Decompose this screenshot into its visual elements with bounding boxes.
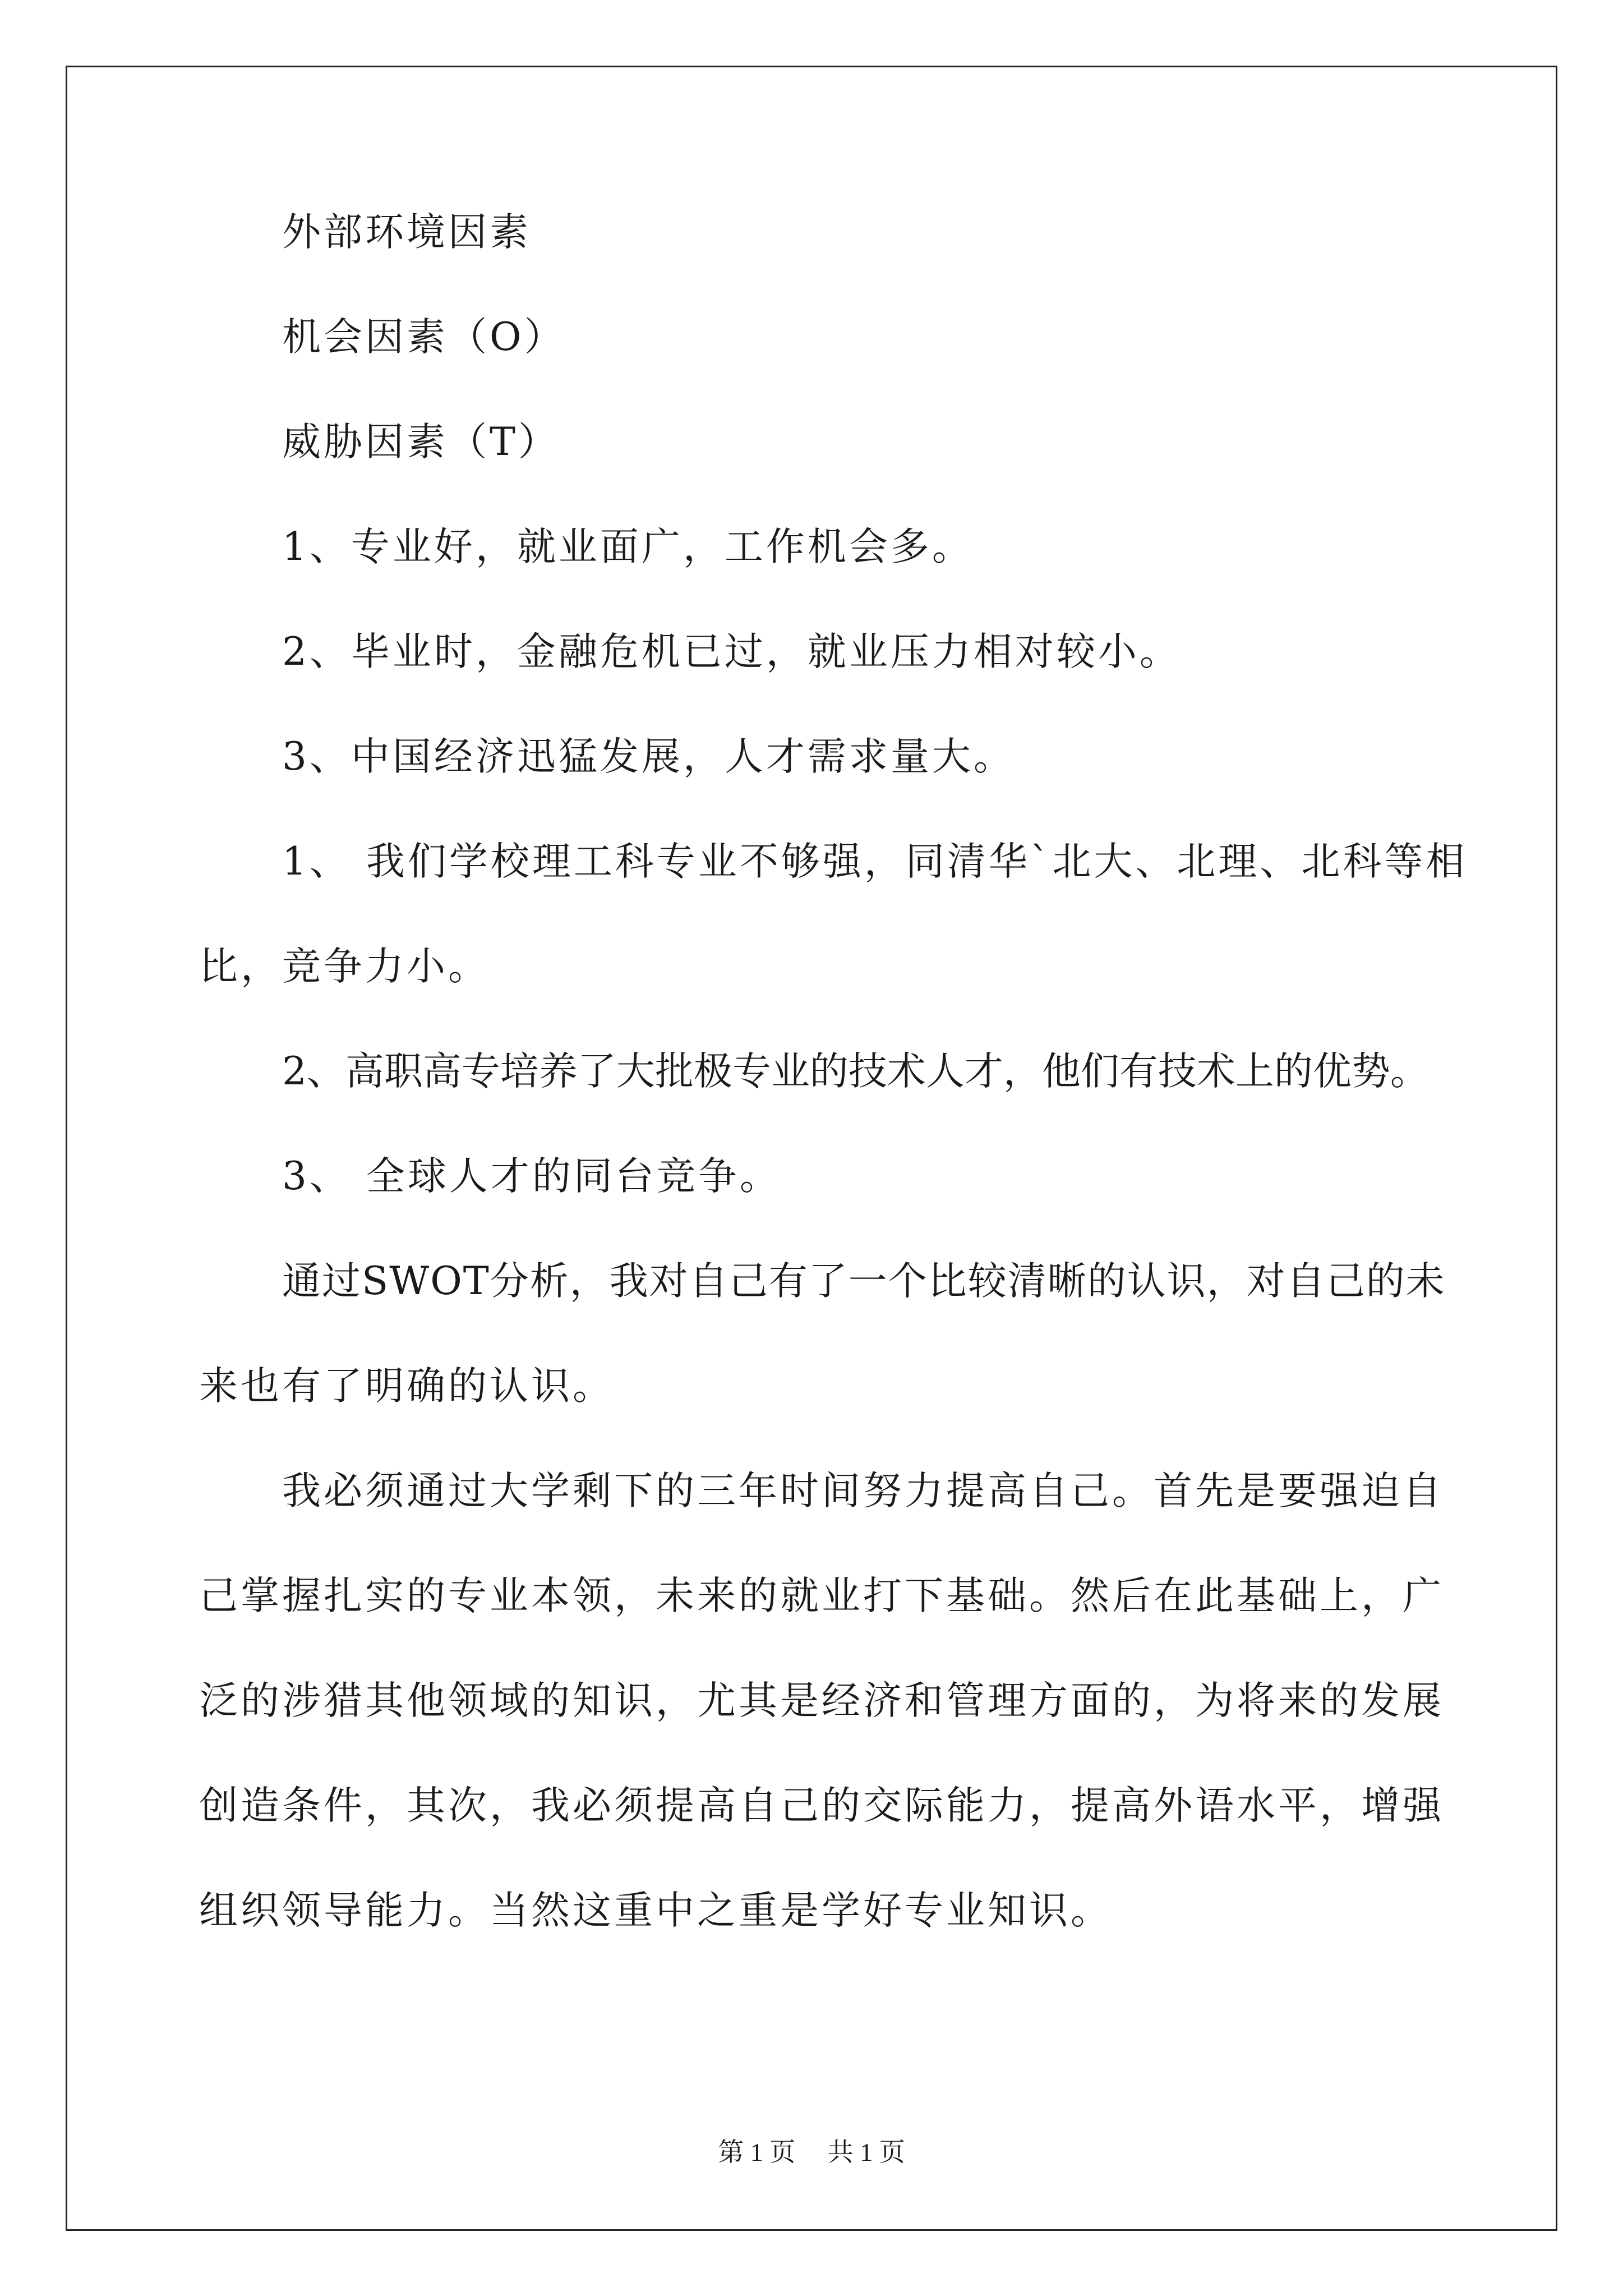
threat-item-1-line-1: 1、 我们学校理工科专业不够强，同清华`北大、北理、北科等相: [282, 839, 1468, 884]
opportunity-item-2: 2、毕业时，金融危机已过，就业压力相对较小。: [282, 629, 1181, 674]
plan-paragraph-line-2: 己掌握扎实的专业本领，未来的就业打下基础。然后在此基础上，广: [199, 1573, 1444, 1618]
threat-item-2: 2、高职高专培养了大批极专业的技术人才，他们有技术上的优势。: [282, 1049, 1429, 1094]
plan-paragraph-line-5: 组织领导能力。当然这重中之重是学好专业知识。: [199, 1888, 1112, 1933]
plan-paragraph-line-4: 创造条件，其次，我必须提高自己的交际能力，提高外语水平，增强: [199, 1783, 1444, 1828]
plan-paragraph-line-3: 泛的涉猎其他领域的知识，尤其是经济和管理方面的，为将来的发展: [199, 1678, 1444, 1723]
heading-external-factors: 外部环境因素: [282, 210, 531, 255]
plan-paragraph-line-1: 我必须通过大学剩下的三年时间努力提高自己。首先是要强迫自: [282, 1469, 1444, 1513]
swot-summary-line-2: 来也有了明确的认识。: [199, 1364, 614, 1409]
heading-opportunities: 机会因素（O）: [282, 315, 566, 360]
opportunity-item-1: 1、专业好，就业面广，工作机会多。: [282, 524, 974, 569]
threat-item-1-line-2: 比，竞争力小。: [199, 944, 490, 989]
heading-threats: 威胁因素（T）: [282, 420, 560, 464]
threat-item-3: 3、 全球人才的同台竞争。: [282, 1154, 781, 1199]
swot-summary-line-1: 通过SWOT分析，我对自己有了一个比较清晰的认识，对自己的未: [282, 1259, 1446, 1304]
page-number-footer: 第 1 页 共 1 页: [718, 2138, 905, 2166]
opportunity-item-3: 3、中国经济迅猛发展，人才需求量大。: [282, 734, 1015, 779]
